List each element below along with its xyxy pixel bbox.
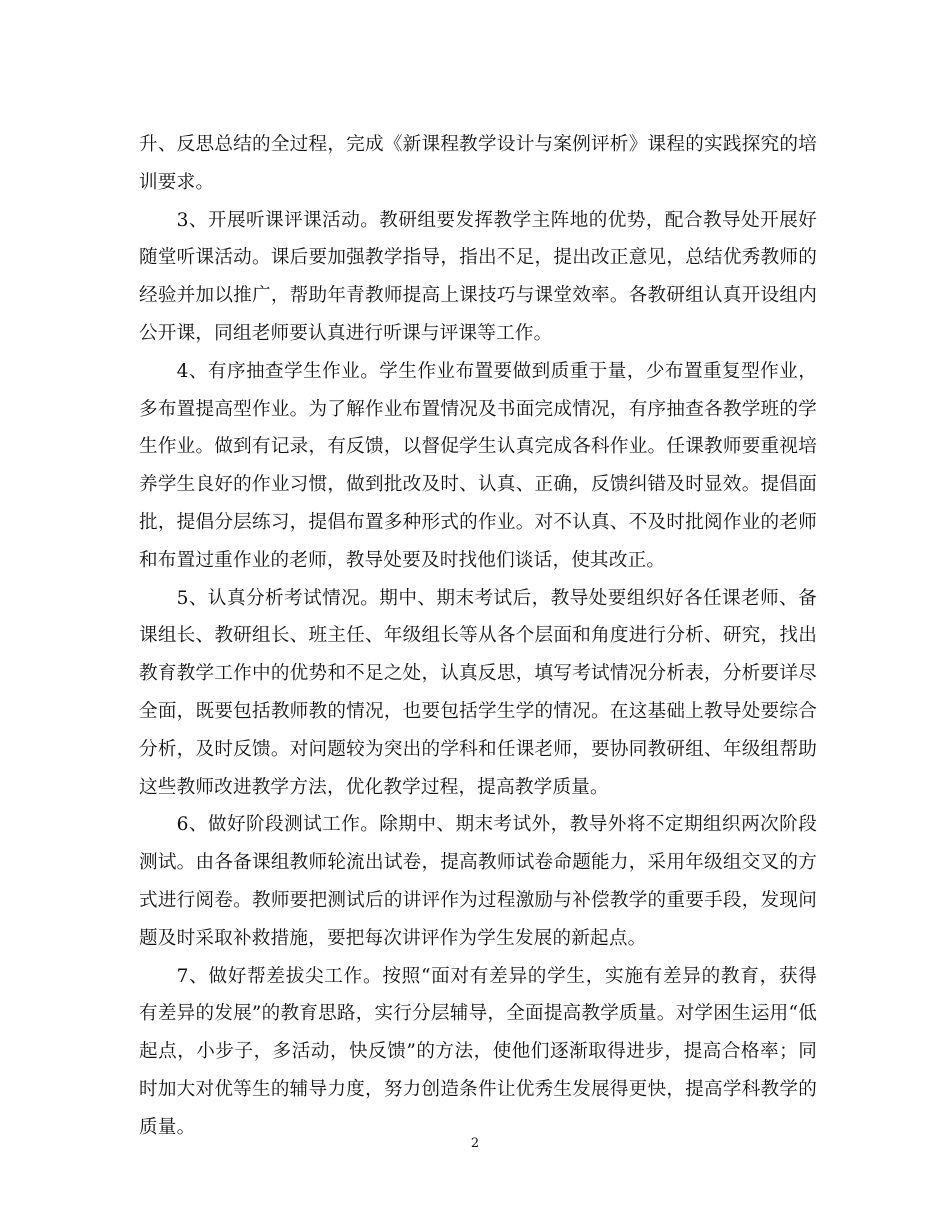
paragraph-continuation: 升、反思总结的全过程，完成《新课程教学设计与案例评析》课程的实践探究的培训要求。 <box>139 134 817 193</box>
paragraph-item-4: 4、有序抽查学生作业。学生作业布置要做到质重于量，少布置重复型作业，多布置提高型作业。为了解作业布置情况及书面完成情况，有序抽查各教学班的学生作业。做到有记录，有反馈，以督促学生认真完成各科作业。任课教师要重视培养学生良好的作业习惯，做到批改及时、认真、正确，反馈纠错及时显效。提倡面批，提倡分层练习，提倡布置多种形式的作业。对不认真、不及时批阅作业的老师和布置过重作业的老师，教导处要及时找他们谈话，使其改正。 <box>139 360 817 571</box>
paragraph-item-3: 3、开展听课评课活动。教研组要发挥教学主阵地的优势，配合教导处开展好随堂听课活动。课后要加强教学指导，指出不足，提出改正意见，总结优秀教师的经验并加以推广，帮助年青教师提高上课技巧与课堂效率。各教研组认真开设组内公开课，同组老师要认真进行听课与评课等工作。 <box>139 209 817 344</box>
paragraph-item-5: 5、认真分析考试情况。期中、期末考试后，教导处要组织好各任课老师、备课组长、教研组长、班主任、年级组长等从各个层面和角度进行分析、研究，找出教育教学工作中的优势和不足之处，认真反思，填写考试情况分析表，分析要详尽全面，既要包括教师教的情况，也要包括学生学的情况。在这基础上教导处要综合分析，及时反馈。对问题较为突出的学科和任课老师，要协同教研组、年级组帮助这些教师改进教学方法，优化教学过程，提高教学质量。 <box>139 587 817 798</box>
paragraph-item-6: 6、做好阶段测试工作。除期中、期末考试外，教导外将不定期组织两次阶段测试。由各备课组教师轮流出试卷，提高教师试卷命题能力，采用年级组交叉的方式进行阅卷。教师要把测试后的讲评作为过程激励与补偿教学的重要手段，发现问题及时采取补救措施，要把每次讲评作为学生发展的新起点。 <box>139 814 817 949</box>
page-number: 2 <box>470 1136 480 1151</box>
paragraph-item-7: 7、做好帮差拔尖工作。按照“面对有差异的学生，实施有差异的教育，获得有差异的发展”的教育思路，实行分层辅导，全面提高教学质量。对学困生运用“低起点，小步子，多活动，快反馈”的方法，使他们逐渐取得进步，提高合格率；同时加大对优等生的辅导力度，努力创造条件让优秀生发展得更快，提高学科教学的质量。 <box>139 965 817 1138</box>
document-body <box>139 126 817 1147</box>
